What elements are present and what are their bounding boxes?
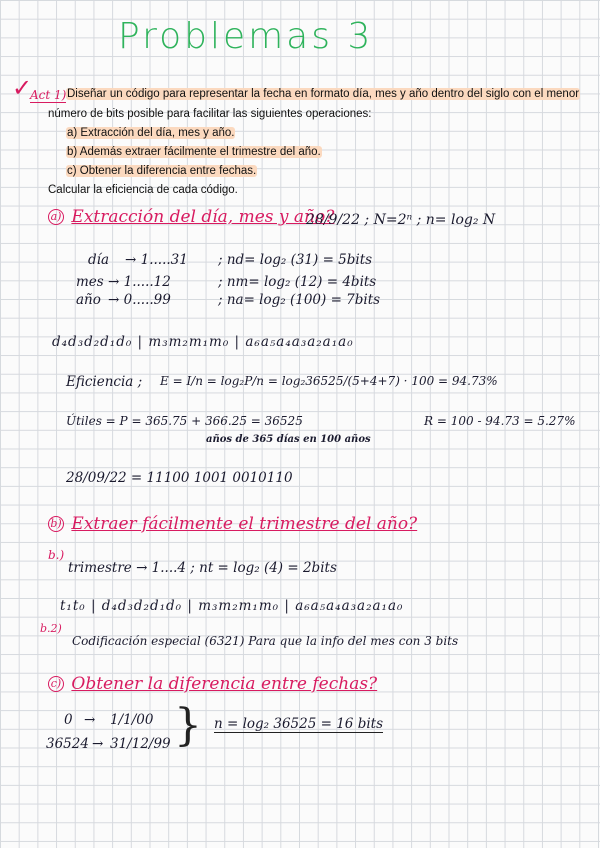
efficiency-label: Eficiencia ; [66, 374, 143, 390]
bit-layout-a: d₄d₃d₂d₁d₀ | m₃m₂m₁m₀ | a₆a₅a₄a₃a₂a₁a₀ [52, 334, 354, 350]
range-day: → 1.....31 [125, 252, 188, 268]
range-label-day: día [88, 252, 110, 268]
difference-result: n = log₂ 36525 = 16 bits [214, 716, 384, 732]
first-index: 0 [64, 712, 73, 728]
section-b-sub-marker-2: b.2) [40, 622, 62, 635]
exercise-closing: Calcular la eficiencia de cada código. [48, 184, 238, 196]
formula-month: ; nm= log₂ (12) = 4bits [218, 274, 377, 290]
exercise-item-a: a) Extracción del día, mes y año. [67, 127, 235, 139]
arrow-icon: → [92, 736, 104, 752]
efficiency-formula: E = I/n = log₂P/n = log₂36525/(5+4+7) · 100 = 94.73% [160, 374, 498, 388]
formula-year: ; na= log₂ (100) = 7bits [218, 292, 381, 308]
redundancy: R = 100 - 94.73 = 5.27% [424, 414, 576, 428]
bit-layout-b: t₁t₀ | d₄d₃d₂d₁d₀ | m₃m₂m₁m₀ | a₆a₅a₄a₃a₂a₁a₀ [60, 598, 404, 614]
section-c-heading [48, 674, 377, 694]
exercise-line-1: Diseñar un código para representar la fecha en formato día, mes y año dentro del siglo con el menor [67, 88, 580, 100]
section-a-title: Extracción del día, mes y año? [71, 207, 335, 227]
first-date: 1/1/00 [110, 712, 154, 728]
arrow-icon: → [84, 712, 96, 728]
exercise-item-c: c) Obtener la diferencia entre fechas. [67, 165, 257, 177]
exercise-item-b: b) Además extraer fácilmente el trimestre del año. [67, 146, 321, 158]
section-a-example: 28/9/22 ; N=2ⁿ ; n= log₂ N [306, 212, 496, 228]
last-date: 31/12/99 [110, 736, 171, 752]
formula-day: ; nd= log₂ (31) = 5bits [218, 252, 373, 268]
section-a-marker: a) [48, 209, 64, 225]
years-note: años de 365 días en 100 años [206, 434, 371, 445]
section-b-marker: b) [48, 516, 64, 532]
section-a-heading [48, 207, 334, 227]
useful-formula: Útiles = P = 365.75 + 366.25 = 36525 [66, 414, 303, 428]
section-b-heading [48, 514, 417, 534]
check-mark-icon: ✓ [12, 74, 33, 102]
section-b-sub-marker: b.) [48, 548, 65, 562]
section-b-title: Extraer fácilmente el trimestre del año? [71, 514, 418, 534]
section-c-marker: c) [48, 676, 64, 692]
range-year: → 0.....99 [108, 292, 171, 308]
exercise-line-2: número de bits posible para facilitar las siguientes operaciones: [48, 108, 372, 120]
date-encoding: 28/09/22 = 11100 1001 0010110 [66, 470, 293, 486]
last-index: 36524 [46, 736, 89, 752]
range-label-month: mes [76, 274, 104, 290]
exercise-label: Act 1) [30, 88, 67, 102]
range-label-year: año [76, 292, 101, 308]
page-title: Problemas 3 [118, 16, 374, 57]
quarter-formula: trimestre → 1....4 ; nt = log₂ (4) = 2bits [68, 560, 337, 576]
range-month: → 1.....12 [108, 274, 171, 290]
section-c-title: Obtener la diferencia entre fechas? [71, 674, 378, 694]
special-encoding: Codificación especial (6321) Para que la info del mes con 3 bits [72, 634, 459, 648]
brace-icon: } [174, 700, 202, 751]
